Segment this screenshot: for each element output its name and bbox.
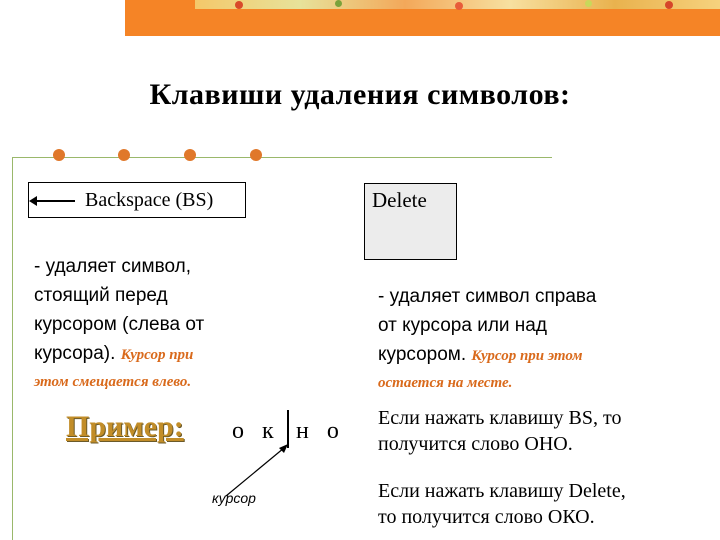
flower-dot <box>665 1 673 9</box>
desc-emphasis: этом смещается влево. <box>34 374 192 390</box>
delete-description <box>378 282 708 394</box>
slide-title: Клавиши удаления символов: <box>149 78 571 111</box>
result-line: то получится слово ОКО. <box>378 506 595 528</box>
desc-line: курсором (слева от <box>34 314 205 335</box>
desc-line: - удаляет символ справа <box>378 286 597 307</box>
decor-bullet <box>118 149 130 161</box>
decor-bullet <box>250 149 262 161</box>
desc-emphasis: Курсор при этом <box>471 348 583 364</box>
desc-line <box>34 370 334 393</box>
desc-line: - удаляет символ, <box>34 256 191 277</box>
result-line: получится слово ОНО. <box>378 433 573 455</box>
flower-dot <box>335 0 342 7</box>
example-word-left: о к <box>232 418 280 444</box>
example-label: Пример: <box>66 410 184 443</box>
backspace-description <box>34 252 334 393</box>
divider-vertical <box>12 157 13 540</box>
decor-bullet <box>184 149 196 161</box>
backspace-key-label: Backspace (BS) <box>85 189 214 211</box>
example-word-right: н о <box>296 418 345 444</box>
divider-horizontal <box>12 157 552 158</box>
cursor-caption: курсор <box>212 490 256 506</box>
desc-text: курсором. <box>378 344 467 365</box>
left-arrow-icon <box>35 200 75 202</box>
desc-line <box>378 340 708 371</box>
desc-line: от курсора или над <box>378 315 547 336</box>
desc-emphasis: остается на месте. <box>378 375 513 391</box>
flower-dot <box>455 2 463 10</box>
delete-result <box>378 478 626 530</box>
desc-line: стоящий перед <box>34 285 168 306</box>
backspace-key <box>28 182 246 218</box>
result-line: Если нажать клавишу Delete, <box>378 480 626 502</box>
desc-emphasis: Курсор при <box>120 347 194 363</box>
backspace-result <box>378 405 621 457</box>
flower-dot <box>235 1 243 9</box>
flower-dot <box>585 0 592 7</box>
desc-text: курсора). <box>34 343 116 364</box>
desc-line <box>34 339 334 370</box>
delete-key-label: Delete <box>372 188 427 212</box>
top-decorative-banner <box>125 0 720 36</box>
desc-line <box>378 371 708 394</box>
result-line: Если нажать клавишу BS, то <box>378 407 622 429</box>
decor-bullet <box>53 149 65 161</box>
